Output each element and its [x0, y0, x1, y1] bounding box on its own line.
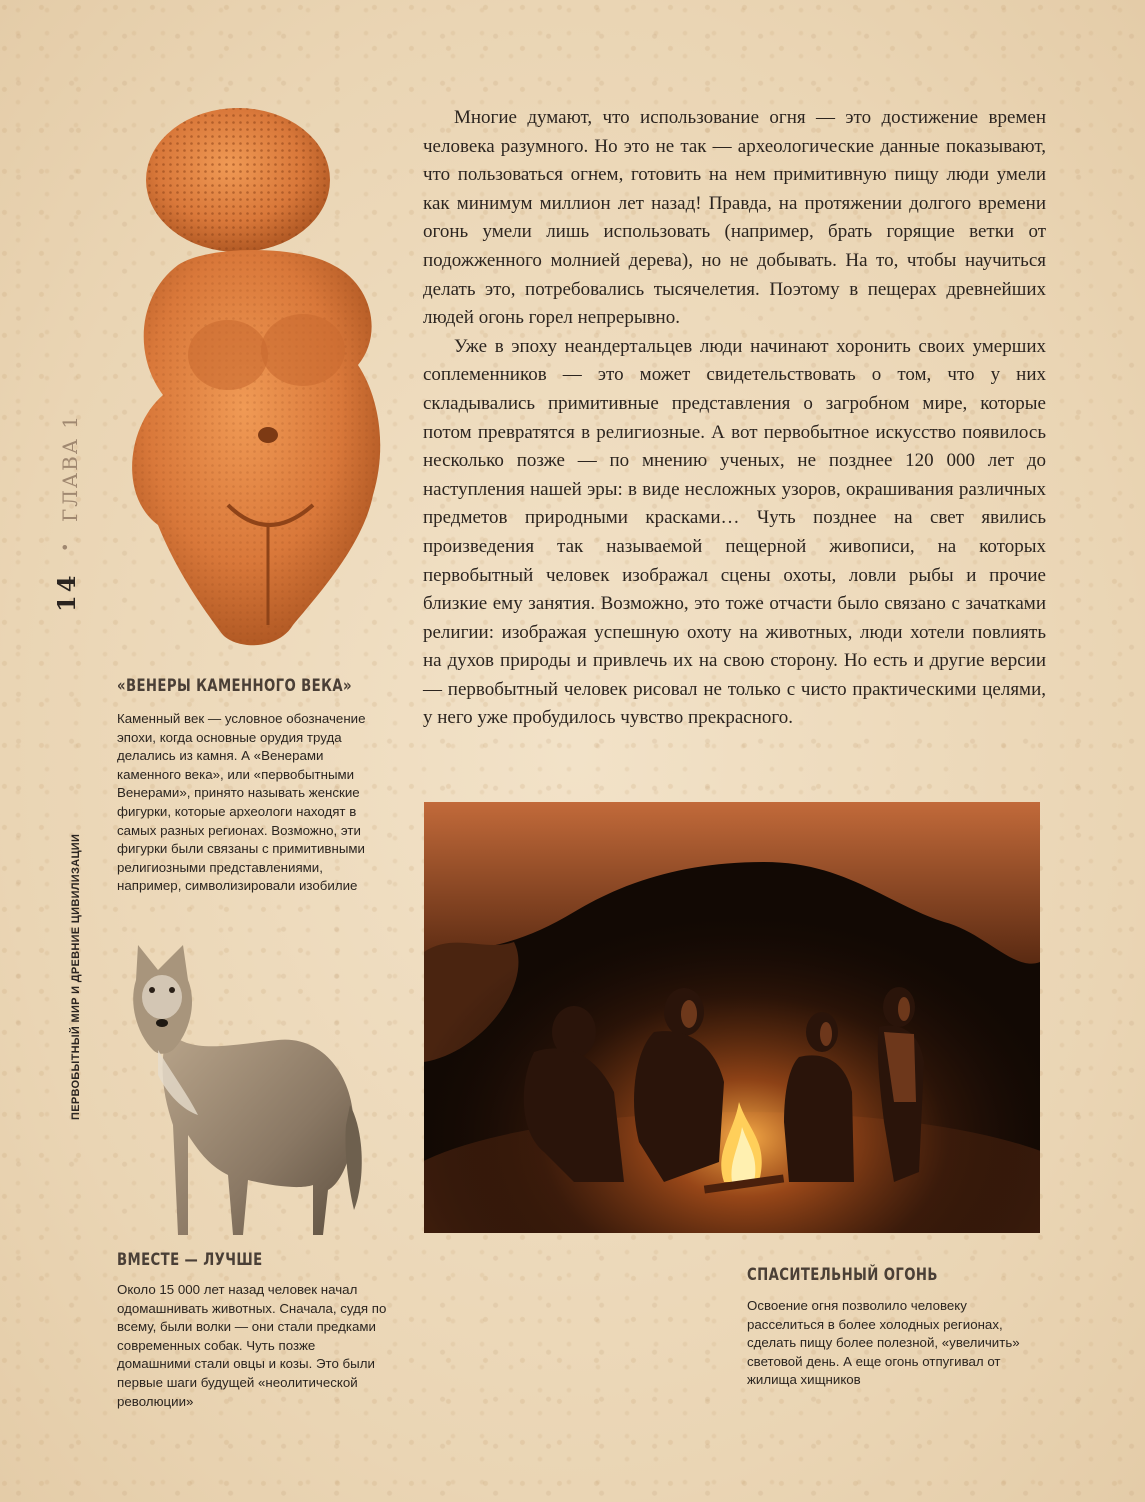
main-paragraph: Уже в эпоху неандертальцев люди начинают хоронить своих умерших соплеменников — это может свидетельствовать о том, что у них складывались примитивные представления о загробном мире, которые потом превратятся в религиозные. А вот первобытное искусство появилось несколько позже — по мнению ученых, не позднее 120 000 лет до наступления нашей эры: в виде несложных узоров, окрашивания различных предметов природными красками… Чуть позднее на свет явились произведения так называемой пещерной живописи, на которых первобытный человек изображал сцены охоты, ловли рыбы и прочие близкие ему занятия. Возможно, это тоже отчасти было связано с зачатками религии: изображая успешную охоту на животных, люди хотели повлиять на духов природы и привлечь их на свою сторону. Но есть и другие версии — первобытный человек рисовал не только с чисто практическими целями, у него уже пробудилось чувство прекрасного. — [423, 335, 1046, 729]
side-bullet: • — [56, 542, 75, 552]
cave-scene-image — [424, 802, 1040, 1233]
main-paragraph: Многие думают, что использование огня — это достижение времен человека разумного. Но это не так — археологические данные показывают, что пользоваться огнем, готовить на нем примитивную пищу люди умели как минимум миллион лет назад! Правда, на протяжении долгого времени огонь умели лишь использовать (например, брать горящие ветки от подожженного молнией дерева), но не добывать. На то, чтобы научиться делать это, потребовались тысячелетия. Поэтому в пещерах древнейших людей огонь горел непрерывно. — [423, 107, 1046, 329]
fire-caption-text: Освоение огня позволило человеку расселиться в более холодных регионах, сделать пищу более полезной, «увеличить» световой день. А еще огонь отпугивал от жилища хищников — [747, 1298, 1020, 1388]
wolf-caption-text: Около 15 000 лет назад человек начал одомашнивать животных. Сначала, судя по всему, были волки — они стали предками современных собак. Чуть позже домашними стали овцы и козы. Это были первые шаги будущей «неолитической революции» — [117, 1282, 387, 1409]
venus-caption-title: «ВЕНЕРЫ КАМЕННОГО ВЕКА» — [117, 676, 352, 696]
wolf-image — [128, 935, 368, 1240]
fire-caption — [747, 1265, 1047, 1390]
fire-caption-title: СПАСИТЕЛЬНЫЙ ОГОНЬ — [747, 1265, 938, 1285]
venus-caption — [117, 676, 397, 896]
cave-campfire-photo — [424, 802, 1040, 1233]
page-number: 14 — [52, 572, 81, 612]
book-title: ПЕРВОБЫТНЫЙ МИР И ДРЕВНИЕ ЦИВИЛИЗАЦИИ — [70, 833, 82, 1120]
main-text — [423, 104, 1046, 733]
wolf-caption — [117, 1250, 397, 1411]
venus-caption-text: Каменный век — условное обозначение эпохи, когда основные орудия труда делались из камня. А «Венерами каменного века», или «первобытными Венерами», принято называть женские фигурки, которые археологи находят в самых разных регионах. Возможно, эти фигурки были связаны с примитивными религиозными представлениями, например, символизировали изобилие — [117, 711, 366, 894]
venus-figurine-image — [118, 105, 398, 665]
chapter-label: ГЛАВА 1 — [58, 413, 82, 522]
wolf-caption-title: ВМЕСТЕ — ЛУЧШЕ — [117, 1250, 263, 1270]
